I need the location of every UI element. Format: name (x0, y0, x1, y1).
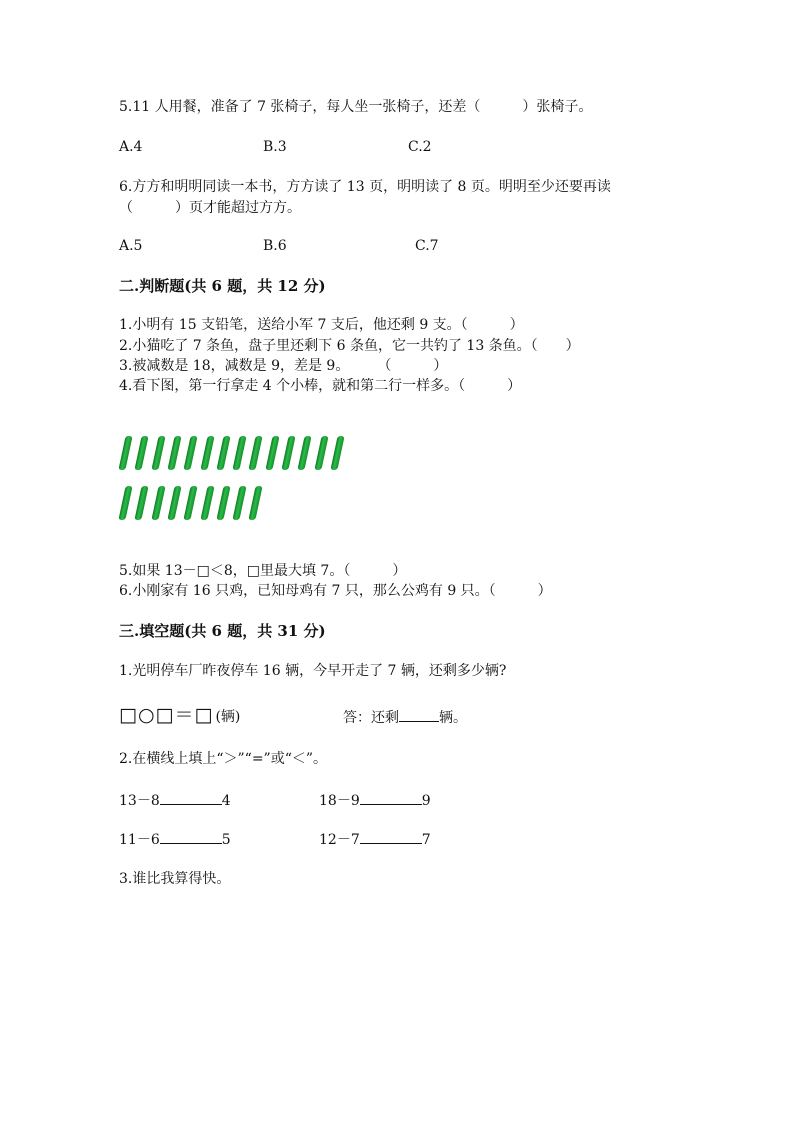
counting-stick (118, 486, 132, 520)
question-6-option-b[interactable]: B.6 (263, 238, 287, 254)
section-3-heading: 三.填空题(共 6 题，共 31 分) (119, 622, 326, 640)
counting-stick (135, 486, 149, 520)
judge-item-6: 6.小刚家有 16 只鸡，已知母鸡有 7 只，那么公鸡有 9 只。（ ） (119, 583, 552, 599)
counting-stick (151, 486, 165, 520)
compare-blank[interactable] (360, 790, 422, 805)
compare-left: 12－7 (319, 832, 360, 848)
counting-stick (216, 436, 230, 470)
fill-question-2-text: 2.在横线上填上“＞”“=”或“＜”。 (119, 751, 328, 767)
counting-stick (118, 436, 132, 470)
judge-item-5: 5.如果 13－□＜8，□里最大填 7。（ ） (119, 563, 407, 579)
counting-stick (249, 486, 263, 520)
compare-left: 11－6 (119, 832, 160, 848)
compare-item-2 (319, 790, 431, 811)
question-5-option-c[interactable]: C.2 (408, 139, 432, 155)
compare-right: 9 (421, 793, 431, 809)
judge-item-2: 2.小猫吃了 7 条鱼，盘子里还剩下 6 条鱼，它一共钓了 13 条鱼。（ ） (119, 338, 580, 354)
counting-stick (167, 436, 181, 470)
equation-symbols[interactable]: □○□＝□ (119, 704, 214, 726)
compare-blank[interactable] (360, 829, 422, 844)
question-6-line-2: （ ）页才能超过方方。 (119, 200, 301, 216)
counting-stick (232, 486, 246, 520)
question-5-option-a[interactable]: A.4 (119, 139, 143, 155)
answer-prefix: 答：还剩 (343, 710, 399, 726)
question-6-line-1: 6.方方和明明同读一本书，方方读了 13 页，明明读了 8 页。明明至少还要再读 (119, 179, 611, 195)
counting-stick (330, 436, 344, 470)
compare-blank[interactable] (160, 790, 222, 805)
counting-stick (216, 486, 230, 520)
section-2-heading: 二.判断题(共 6 题，共 12 分) (119, 277, 326, 295)
judge-item-4: 4.看下图，第一行拿走 4 个小棒，就和第二行一样多。（ ） (119, 378, 522, 394)
question-5-text: 5.11 人用餐，准备了 7 张椅子，每人坐一张椅子，还差（ ）张椅子。 (119, 99, 593, 115)
counting-stick (249, 436, 263, 470)
question-6-option-c[interactable]: C.7 (415, 238, 439, 254)
counting-stick (200, 486, 214, 520)
judge-item-1: 1.小明有 15 支铅笔，送给小军 7 支后，他还剩 9 支。（ ） (119, 317, 524, 333)
counting-stick (314, 436, 328, 470)
counting-stick (265, 436, 279, 470)
compare-right: 7 (421, 832, 431, 848)
fill-question-1-answer (343, 707, 467, 728)
compare-left: 18－9 (319, 793, 360, 809)
question-6-option-a[interactable]: A.5 (119, 238, 143, 254)
fill-question-3-text: 3.谁比我算得快。 (119, 871, 231, 887)
compare-item-4 (319, 829, 431, 850)
answer-blank[interactable] (399, 707, 439, 722)
counting-stick (200, 436, 214, 470)
counting-stick (298, 436, 312, 470)
equation-unit: (辆) (215, 709, 241, 725)
fill-question-1-text: 1.光明停车厂昨夜停车 16 辆，今早开走了 7 辆，还剩多少辆? (119, 663, 507, 679)
answer-suffix: 辆。 (439, 710, 467, 726)
compare-blank[interactable] (160, 829, 222, 844)
compare-item-1 (119, 790, 231, 811)
judge-item-3: 3.被减数是 18，减数是 9，差是 9。 （ ） (119, 358, 448, 374)
fill-question-1-equation (119, 705, 240, 727)
compare-right: 5 (221, 832, 231, 848)
counting-stick (184, 436, 198, 470)
counting-stick (232, 436, 246, 470)
counting-stick (151, 436, 165, 470)
compare-item-3 (119, 829, 231, 850)
counting-stick (281, 436, 295, 470)
counting-stick (184, 486, 198, 520)
counting-stick (167, 486, 181, 520)
counting-stick (135, 436, 149, 470)
question-5-option-b[interactable]: B.3 (263, 139, 287, 155)
compare-right: 4 (221, 793, 231, 809)
compare-left: 13－8 (119, 793, 160, 809)
